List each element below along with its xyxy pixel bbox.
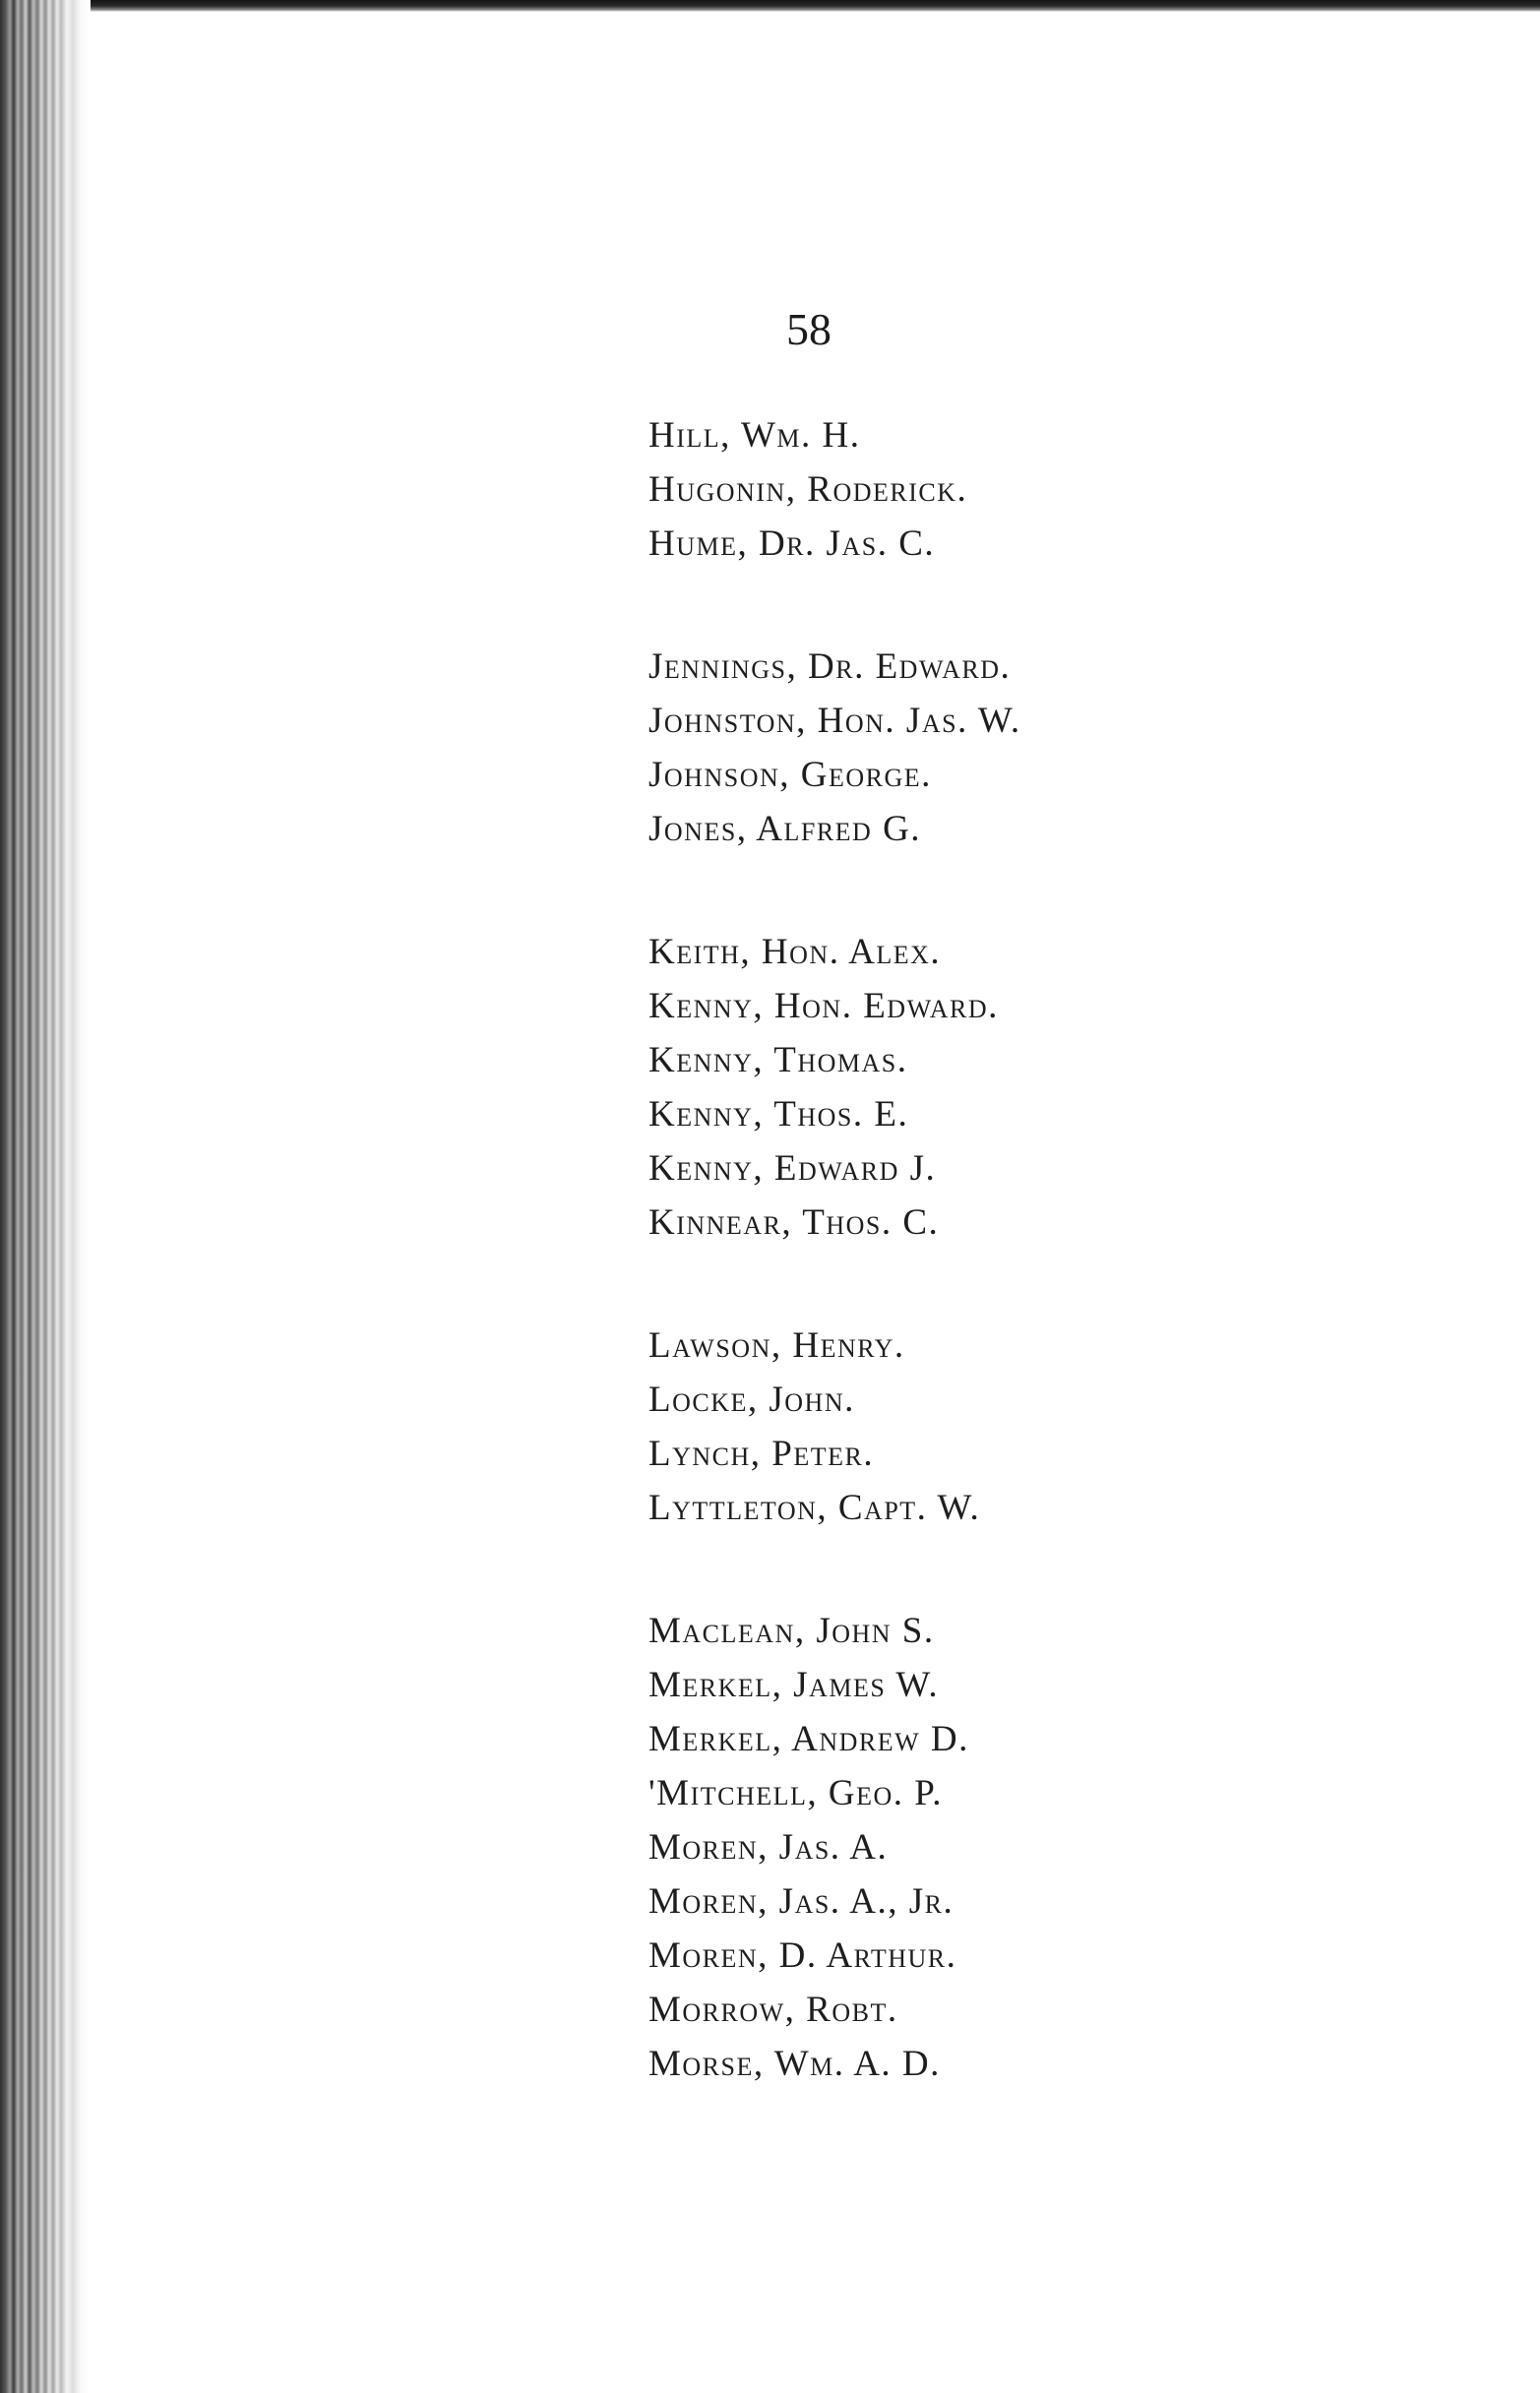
name-group-h — [648, 408, 1021, 571]
page-number: 58 — [786, 304, 832, 354]
list-item: Kenny, Edward J. — [648, 1148, 937, 1189]
list-item: Locke, John. — [648, 1380, 855, 1420]
list-item: Keith, Hon. Alex. — [648, 932, 942, 972]
list-item: Jones, Alfred G. — [648, 809, 922, 849]
list-item: Morse, Wm. A. D. — [648, 2044, 941, 2084]
list-item: Kenny, Thos. E. — [648, 1094, 909, 1135]
list-item: Moren, D. Arthur. — [648, 1935, 957, 1976]
list-item: Lynch, Peter. — [648, 1434, 875, 1474]
list-item: Kenny, Hon. Edward. — [648, 986, 999, 1026]
list-item: Moren, Jas. A., Jr. — [648, 1881, 955, 1922]
book-page — [91, 12, 1540, 2393]
list-item: Merkel, Andrew D. — [648, 1719, 969, 1759]
list-item: Johnston, Hon. Jas. W. — [648, 701, 1021, 741]
name-group-m — [648, 1604, 1021, 2091]
list-item: Moren, Jas. A. — [648, 1827, 889, 1868]
list-item: Lawson, Henry. — [648, 1325, 905, 1366]
name-group-l — [648, 1319, 1021, 1535]
list-item: Johnson, George. — [648, 755, 932, 795]
name-group-j — [648, 640, 1021, 856]
list-item: Maclean, John S. — [648, 1611, 935, 1651]
list-item: Morrow, Robt. — [648, 1990, 898, 2030]
list-item: Hume, Dr. Jas. C. — [648, 523, 936, 564]
name-list — [648, 408, 1021, 2091]
list-item: Merkel, James W. — [648, 1665, 940, 1705]
list-item: Jennings, Dr. Edward. — [648, 646, 1012, 687]
list-item: 'Mitchell, Geo. P. — [648, 1773, 943, 1813]
book-page-edge — [0, 0, 91, 2393]
list-item: Hill, Wm. H. — [648, 415, 861, 456]
scan-top-border — [0, 0, 1540, 12]
list-item: Hugonin, Roderick. — [648, 469, 968, 510]
list-item: Lyttleton, Capt. W. — [648, 1488, 981, 1528]
name-group-k — [648, 925, 1021, 1250]
list-item: Kinnear, Thos. C. — [648, 1202, 940, 1243]
list-item: Kenny, Thomas. — [648, 1040, 908, 1080]
